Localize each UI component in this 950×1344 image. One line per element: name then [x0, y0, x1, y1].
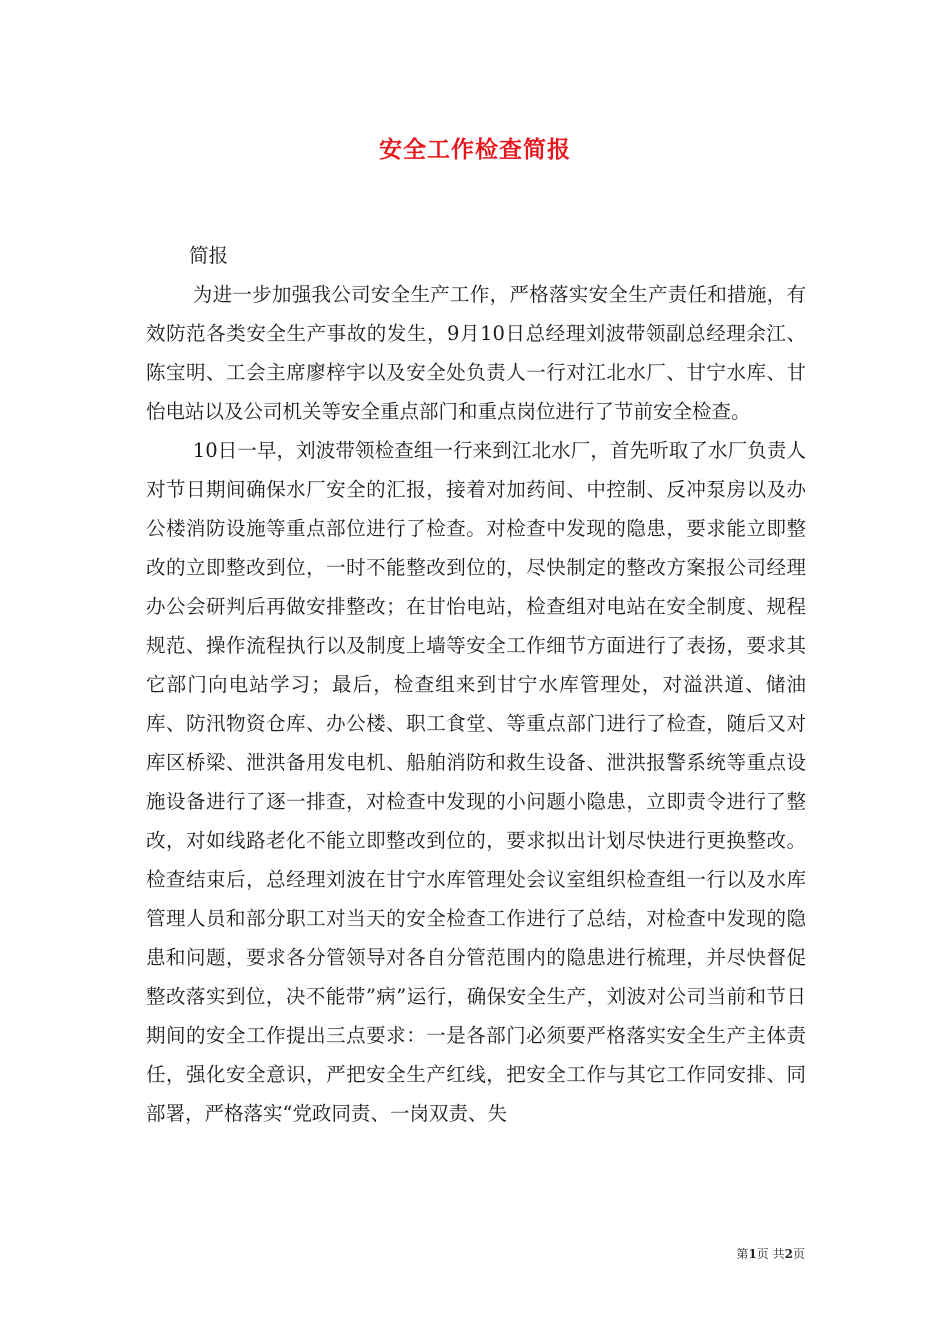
current-page-number: 1 [748, 1247, 757, 1261]
footer-prefix: 第 [736, 1247, 749, 1261]
document-body [146, 236, 806, 1133]
body-paragraph: 10日一早，刘波带领检查组一行来到江北水厂，首先听取了水厂负责人对节日期间确保水厂安全的汇报，接着对加药间、中控制、反冲泵房以及办公楼消防设施等重点部位进行了检查。对检查中发现的隐患，要求能立即整改的立即整改到位，一时不能整改到位的，尽快制定的整改方案报公司经理办公会研判后再做安排整改；在甘怡电站，检查组对电站在安全制度、规程规范、操作流程执行以及制度上墙等安全工作细节方面进行了表扬，要求其它部门向电站学习；最后，检查组来到甘宁水库管理处，对溢洪道、储油库、防汛物资仓库、办公楼、职工食堂、等重点部门进行了检查，随后又对库区桥梁、泄洪备用发电机、船舶消防和救生设备、泄洪报警系统等重点设施设备进行了逐一排查，对检查中发现的小问题小隐患，立即责令进行了整改，对如线路老化不能立即整改到位的，要求拟出计划尽快进行更换整改。检查结束后，总经理刘波在甘宁水库管理处会议室组织检查组一行以及水库管理人员和部分职工对当天的安全检查工作进行了总结，对检查中发现的隐患和问题，要求各分管领导对各自分管范围内的隐患进行梳理，并尽快督促整改落实到位，决不能带”病”运行，确保安全生产，刘波对公司当前和节日期间的安全工作提出三点要求：一是各部门必须要严格落实安全生产主体责任，强化安全意识，严把安全生产红线，把安全工作与其它工作同安排、同部署，严格落实“党政同责、一岗双责、失 [146, 439, 806, 1125]
total-page-count: 2 [784, 1247, 793, 1261]
body-paragraph: 为进一步加强我公司安全生产工作，严格落实安全生产责任和措施，有效防范各类安全生产事故的发生，9月10日总经理刘波带领副总经理余江、陈宝明、工会主席廖梓宇以及安全处负责人一行对江北水厂、甘宁水库、甘怡电站以及公司机关等安全重点部门和重点岗位进行了节前安全检查。 [146, 283, 806, 423]
section-label: 简报 [189, 244, 229, 267]
page-footer [736, 1245, 805, 1262]
footer-suffix: 页 [792, 1247, 805, 1261]
document-title: 安全工作检查简报 [379, 136, 571, 163]
footer-middle: 页 共 [756, 1247, 785, 1261]
